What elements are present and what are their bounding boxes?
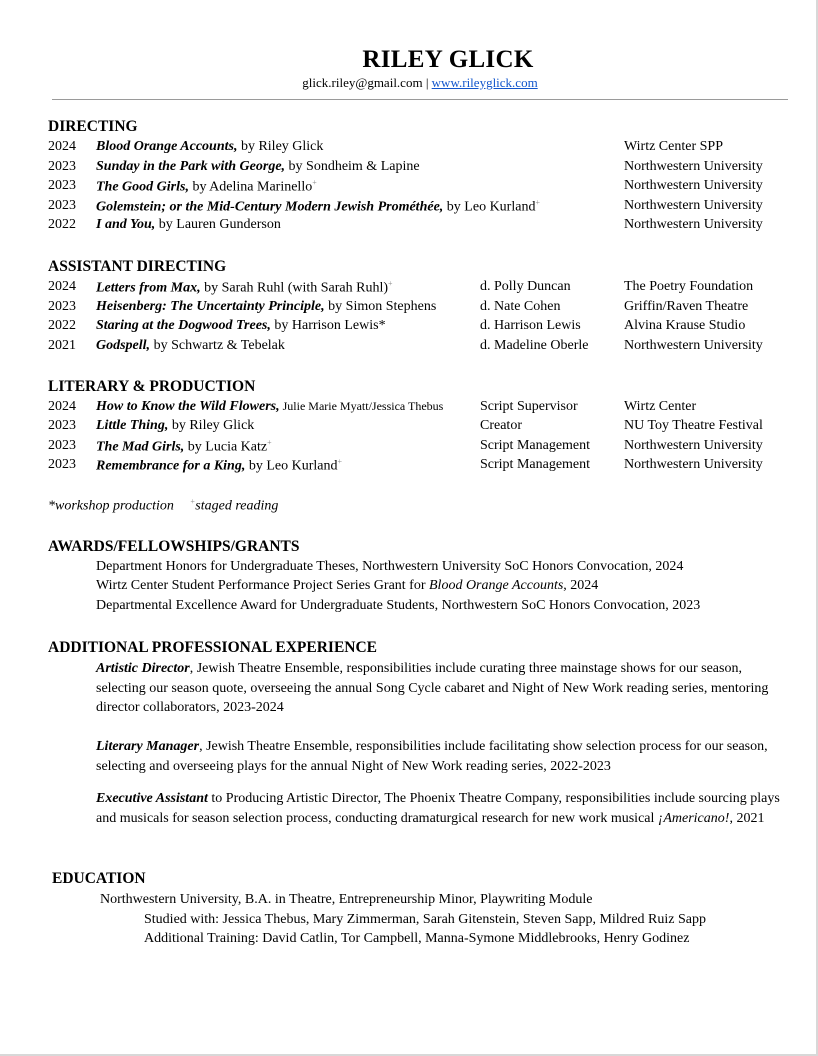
credit-year: 2023: [48, 298, 76, 314]
show-title: Godspell,: [96, 337, 151, 353]
show-author: by Adelina Marinello: [188, 179, 313, 195]
experience-role: Artistic Director: [96, 661, 190, 676]
show-author: by Riley Glick: [168, 418, 255, 434]
show-author: by Leo Kurland: [443, 199, 536, 215]
section-heading-experience: ADDITIONAL PROFESSIONAL EXPERIENCE: [48, 639, 378, 656]
directing-row: [48, 217, 788, 237]
experience-role: Executive Assistant: [96, 791, 208, 806]
section-heading-awards: AWARDS/FELLOWSHIPS/GRANTS: [48, 538, 300, 555]
award-show-title: Blood Orange Accounts: [429, 578, 564, 593]
show-author: by Schwartz & Tebelak: [150, 337, 285, 353]
show-title: Remembrance for a King,: [96, 458, 246, 474]
credit-year: 2023: [48, 158, 76, 174]
assistant-directing-row: [48, 279, 788, 299]
email-text: glick.riley@gmail.com: [302, 75, 423, 90]
show-title: Golemstein; or the Mid-Century Modern Jewish Prométhée,: [96, 199, 444, 215]
staged-reading-mark: +: [267, 437, 272, 447]
credit-title: [96, 438, 272, 456]
literary-production-row: [48, 418, 788, 438]
assistant-directing-row: [48, 299, 788, 319]
legend-staged: staged reading: [195, 498, 279, 514]
staged-reading-mark: +: [337, 457, 343, 467]
literary-production-row: [48, 438, 788, 458]
show-title: How to Know the Wild Flowers,: [96, 399, 280, 414]
assistant-directing-row: [48, 338, 788, 358]
show-title: The Mad Girls,: [96, 439, 185, 455]
credit-venue: Northwestern University: [624, 158, 763, 174]
credit-year: 2024: [48, 139, 76, 154]
credit-year: 2023: [48, 457, 76, 473]
show-title: Little Thing,: [96, 418, 169, 434]
experience-literary-manager: Literary Manager, Jewish Theatre Ensemble, responsibilities include facilitating show selection process for our season, selecting and overseeing plays for the annual Night of New Work reading series, 2022-2023: [96, 739, 768, 774]
education-training: Additional Training: David Catlin, Tor Campbell, Manna-Symone Middlebrooks, Henry Godinez: [144, 931, 690, 946]
education-studied-with: Studied with: Jessica Thebus, Mary Zimmerman, Sarah Gitenstein, Steven Sapp, Mildred Ruiz Sapp: [144, 912, 706, 927]
credit-title: [96, 198, 540, 216]
credit-year: 2023: [48, 178, 76, 194]
show-title: Heisenberg: The Uncertainty Principle,: [96, 298, 325, 314]
show-author: by Sarah Ruhl (with Sarah Ruhl): [200, 280, 389, 296]
credit-role: d. Harrison Lewis: [480, 318, 581, 334]
credit-venue: Northwestern University: [624, 197, 763, 213]
credit-role: d. Nate Cohen: [480, 298, 561, 314]
legend-staged-mark: +: [189, 497, 196, 506]
resume-name: RILEY GLICK: [362, 46, 534, 73]
section-heading-literary-production: LITERARY & PRODUCTION: [48, 378, 256, 395]
show-author: by Leo Kurland: [245, 458, 338, 474]
credit-title: [96, 457, 342, 475]
show-title: Letters from Max,: [96, 280, 201, 296]
directing-row: [48, 198, 788, 218]
credit-venue: Northwestern University: [624, 337, 763, 353]
directing-row: [48, 178, 788, 198]
credit-title: [96, 318, 386, 334]
assistant-directing-row: [48, 318, 788, 338]
show-author: Julie Marie Myatt/Jessica Thebus: [279, 399, 444, 413]
legend-workshop: *workshop production: [48, 498, 174, 514]
credit-year: 2023: [48, 437, 76, 453]
contact-line: [0, 75, 818, 91]
show-title: Sunday in the Park with George,: [96, 158, 286, 174]
credit-title: [96, 418, 254, 434]
credit-venue: Wirtz Center: [624, 399, 697, 414]
show-title: Staring at the Dogwood Trees,: [96, 318, 271, 334]
credit-title: [96, 299, 436, 315]
credit-venue: NU Toy Theatre Festival: [624, 418, 763, 434]
show-author: by Lauren Gunderson: [155, 217, 281, 233]
credit-title: [96, 178, 317, 196]
credit-title: [96, 279, 393, 297]
credit-venue: Northwestern University: [624, 217, 763, 233]
credit-title: [96, 217, 281, 233]
show-title: I and You,: [96, 217, 156, 233]
show-author: by Lucia Katz: [184, 439, 268, 455]
credit-role: Script Management: [480, 457, 591, 473]
staged-reading-mark: +: [535, 197, 540, 207]
section-heading-assistant-directing: ASSISTANT DIRECTING: [48, 258, 227, 275]
award-item: Department Honors for Undergraduate Theses, Northwestern University SoC Honors Convocation, 2024: [96, 559, 684, 574]
website-link[interactable]: www.rileyglick.com: [431, 75, 538, 90]
section-heading-education: EDUCATION: [52, 870, 146, 887]
show-title: Blood Orange Accounts,: [96, 139, 238, 154]
credit-venue: Wirtz Center SPP: [624, 139, 723, 154]
credit-year: 2023: [48, 418, 76, 434]
credit-role: d. Polly Duncan: [480, 279, 571, 294]
credit-role: Script Supervisor: [480, 399, 578, 414]
credit-role: Script Management: [480, 437, 591, 453]
header-divider: [52, 99, 788, 100]
experience-role: Literary Manager: [96, 739, 200, 754]
credit-title: [96, 399, 443, 415]
section-heading-directing: DIRECTING: [48, 118, 138, 135]
credit-venue: Northwestern University: [624, 457, 763, 473]
literary-production-row: [48, 399, 788, 419]
contact-separator: |: [422, 75, 432, 90]
show-title: The Good Girls,: [96, 179, 189, 195]
credit-title: [96, 338, 285, 354]
show-author: by Simon Stephens: [324, 298, 437, 314]
award-item: Wirtz Center Student Performance Project Series Grant for Blood Orange Accounts, 2024: [96, 578, 599, 593]
show-author: by Harrison Lewis*: [270, 318, 386, 334]
credit-title: [96, 159, 420, 175]
credit-year: 2023: [48, 197, 76, 213]
credit-year: 2022: [48, 217, 76, 233]
credit-year: 2024: [48, 399, 76, 414]
directing-row: [48, 139, 788, 159]
credit-venue: Alvina Krause Studio: [624, 318, 746, 334]
credit-role: Creator: [480, 418, 522, 434]
show-author: by Sondheim & Lapine: [285, 158, 420, 174]
credit-venue: The Poetry Foundation: [624, 279, 754, 294]
experience-executive-assistant: Executive Assistant to Producing Artistic Director, The Phoenix Theatre Company, responsibilities include sourcing plays and musicals for season selection process, conducting dramaturgical research for new work musical ¡Americano!, 2021: [96, 791, 780, 826]
credit-venue: Griffin/Raven Theatre: [624, 298, 749, 314]
education-degree: Northwestern University, B.A. in Theatre, Entrepreneurship Minor, Playwriting Module: [100, 892, 593, 907]
literary-production-row: [48, 457, 788, 477]
credit-year: 2021: [48, 337, 76, 353]
credit-year: 2024: [48, 279, 76, 294]
credit-venue: Northwestern University: [624, 437, 763, 453]
staged-reading-mark: +: [388, 279, 393, 288]
staged-reading-mark: +: [312, 178, 317, 188]
legend: [48, 497, 278, 515]
show-author: by Riley Glick: [237, 139, 324, 154]
experience-artistic-director: Artistic Director, Jewish Theatre Ensemble, responsibilities include curating three mainstage shows for our season, selecting our season quote, overseeing the annual Song Cycle cabaret and Night of New Work reading series, mentoring director collaborators, 2023-2024: [96, 661, 769, 715]
credit-role: d. Madeline Oberle: [480, 337, 589, 353]
directing-row: [48, 159, 788, 179]
award-item: Departmental Excellence Award for Undergraduate Students, Northwestern SoC Honors Convocation, 2023: [96, 598, 701, 613]
credit-title: [96, 139, 323, 155]
credit-venue: Northwestern University: [624, 178, 763, 194]
credit-year: 2022: [48, 318, 76, 334]
